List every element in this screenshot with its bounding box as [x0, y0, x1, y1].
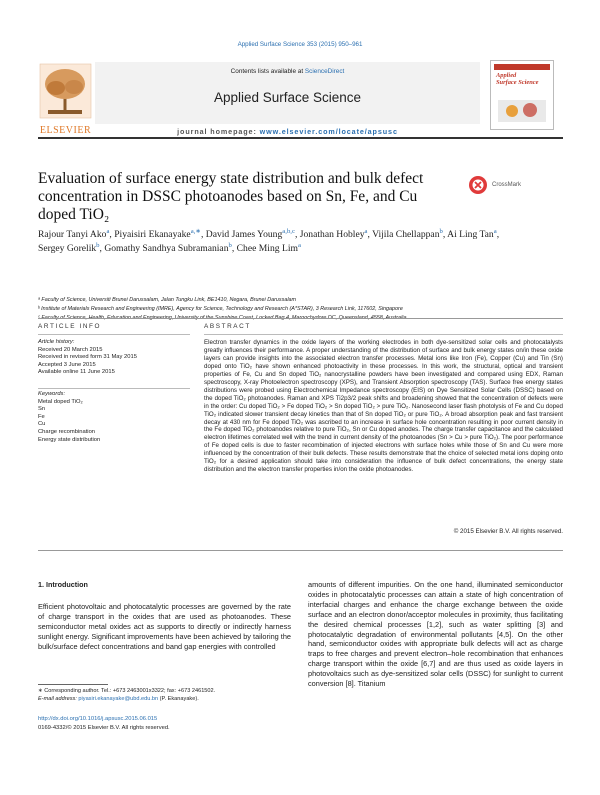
author-name: Piyaisiri Ekanayake	[114, 229, 191, 240]
author	[372, 229, 443, 240]
journal-cover-thumbnail[interactable]	[490, 60, 554, 130]
history-online: Available online 11 June 2015	[38, 369, 115, 376]
footnote-corresponding: ∗ Corresponding author. Tel.: +673 2463001x3322; fax: +673 2461502.	[38, 688, 216, 694]
abstract-text: Electron transfer dynamics in the oxide layers of the working electrodes in both dye-sensitized solar cells and photocatalysts greatly influences their performance. A proper understanding of the distribution of surface and bulk energy states on/in these oxide layers can provide insights into the associated electron transfer processes. Metal ions like Iron (Fe), Copper (Cu) and Tin (Sn) doped onto TiO₂ have shown enhanced photoactivity in these processes. In this work, the structural, optical and transient properties of Fe, Cu and Sn doped TiO₂ nanocrystalline powders have been investigated and compared using EDX, Raman spectroscopy, X-ray Photoelectron spectroscopy (XPS), and Transient Absorption spectroscopy (TAS). Surface free energy states distributions were probed using Electrochemical Impedance spectroscopy (EIS) on Dye Sensitized Solar Cells (DSSC) based on the doped TiO₂ photoanodes. Raman and XPS Ti2p3/2 peak shifts and broadening showed that the concentration of defects were in the order: Cu doped TiO₂ > Fe doped TiO₂ > Sn doped TiO₂ > pure TiO₂. Nanosecond laser flash photolysis of Fe and Cu doped TiO₂ indicated slower transient decay kinetics than that of Sn doped TiO₂ or pure TiO₂. A broad absorption peak and fast transient decay at 430 nm for Fe doped TiO₂ was ascribed to an increase in surface hole concentration resulting in poor current density in the Fe doped TiO₂ photoanodes relative to pure TiO₂, Sn or Cu doped anodes. The charge transfer capacitance and the calculated electron lifetimes correlated well with the trend in current density of the photoanodes (Sn > Cu > pure TiO₂). The poor performance of Fe doped cells is due to faster recombination of injected electrons with surface holes while those of Sn and Cu were more influenced by the concentration of their bulk defects. These results demonstrate that the choice of selected metal ions doping onto TiO₂ for a desired application should take into consideration the influence of bulk defect concentrations, the energy state distribution and the electron transfer properties in/on the oxide photoanodes.	[204, 339, 563, 474]
introduction-column-1: Efficient photovoltaic and photocatalytic processes are governed by the rate of charge transport in the oxides that are used as photoanodes. These semiconductor metal oxides act as supports to directly or indirectly harness sunlight energy. Significant improvements have been achieved by tailoring the bulk/surface defect concentrations and band gap energies with controlled	[38, 602, 291, 651]
author	[237, 243, 301, 254]
affiliation-a: ᵃ Faculty of Science, Universiti Brunei Darussalam, Jalan Tungku Link, BE1410, Negara, Brunei Darussalam	[38, 297, 297, 303]
keywords-rule	[38, 388, 190, 389]
keyword-item: Sn	[38, 406, 46, 413]
author-list: Rajour Tanyi Ako$^a$, Piyaisiri Ekanayake$^{a,∗}$, David James Young$^{a,b,c}$, Jonathan Hobley$^a$, Vijila Chellappan$^b$, Ai Ling Tan$^a$, Sergey Gorelik$^b$, Gomathy Sandhya Subramanian$^b$, Chee Ming Lim$^a$	[38, 227, 500, 254]
article-history	[38, 339, 193, 377]
elsevier-logo	[38, 62, 93, 136]
author	[114, 229, 201, 240]
journal-cover-icon	[490, 60, 554, 130]
footnote-rule	[38, 684, 108, 685]
author-affiliation-marker[interactable]: a	[493, 227, 497, 235]
author-name: Jonathan Hobley	[299, 229, 365, 240]
introduction-heading: 1. Introduction	[38, 580, 88, 589]
keyword-item: Metal doped TiO₂	[38, 398, 83, 405]
crossmark-label: CrossMark	[492, 182, 522, 188]
keyword-item: Cu	[38, 421, 46, 428]
history-received: Received 20 March 2015	[38, 346, 103, 353]
article-info-rule	[38, 334, 190, 335]
footnote-email-line	[38, 695, 291, 703]
keywords-heading: Keywords:	[38, 391, 66, 397]
corresponding-author-footnote	[38, 687, 291, 703]
header-rule	[38, 137, 563, 139]
abstract-rule	[204, 334, 563, 335]
keyword-item: Fe	[38, 413, 45, 420]
author-affiliation-marker[interactable]: b	[96, 241, 100, 249]
author	[206, 229, 295, 240]
abstract-bottom-rule	[38, 550, 563, 551]
keywords	[38, 391, 193, 444]
article-title: Evaluation of surface energy state distribution and bulk defect concentration in DSSC photoanodes based on Sn, Fe, and Cu doped TiO₂	[38, 170, 424, 223]
history-heading: Article history:	[38, 339, 75, 345]
cover-title-line1: Applied	[496, 72, 517, 79]
author	[38, 229, 109, 240]
author-affiliation-marker[interactable]: a	[106, 227, 110, 235]
homepage-prefix: journal homepage:	[177, 127, 260, 136]
affiliation-c: ᶜ Faculty of Science, Health, Education and Engineering, University of the Sunshine Coast, Locked Bag 4, Maroochydore DC, Queensland, 4558, Australia	[38, 315, 407, 321]
affiliation-rule	[38, 318, 563, 319]
author-name: Sergey Gorelik	[38, 243, 97, 254]
affiliation-b: ᵇ Institute of Materials Research and Engineering (IMRE), Agency for Science, Technology and Research (A*STAR), 3 Research Link, 117602, Singapore	[38, 306, 403, 312]
elsevier-wordmark: ELSEVIER	[39, 125, 92, 136]
abstract-heading: ABSTRACT	[204, 323, 251, 330]
keyword-item: Energy state distribution	[38, 436, 101, 443]
author-affiliation-marker[interactable]: b	[439, 227, 443, 235]
history-revised: Received in revised form 31 May 2015	[38, 354, 137, 361]
article-info-heading: ARTICLE INFO	[38, 323, 102, 330]
author-name: David James Young	[205, 229, 283, 240]
author	[38, 243, 100, 254]
doi-link[interactable]: http://dx.doi.org/10.1016/j.apsusc.2015.06.015	[38, 716, 158, 722]
footnote-email-suffix: (P. Ekanayake).	[158, 696, 199, 702]
author-affiliation-marker[interactable]: a	[297, 241, 301, 249]
crossmark-badge[interactable]	[468, 175, 558, 197]
contents-prefix: Contents lists available at	[230, 68, 305, 75]
author	[104, 243, 232, 254]
author-name: Chee Ming Lim	[236, 243, 298, 254]
journal-homepage-line	[95, 127, 480, 136]
author	[447, 229, 497, 240]
history-accepted: Accepted 3 June 2015	[38, 361, 96, 368]
footnote-email-link[interactable]: piyasiri.ekanayake@ubd.edu.bn	[78, 696, 159, 702]
author	[300, 229, 368, 240]
author-affiliation-marker[interactable]: a,b,c	[282, 227, 295, 235]
author-name: Gomathy Sandhya Subramanian	[104, 243, 229, 254]
author-name: Vijila Chellappan	[372, 229, 440, 240]
crossmark-icon	[468, 175, 488, 195]
issn-line: 0169-4332/© 2015 Elsevier B.V. All rights reserved.	[38, 725, 170, 731]
sciencedirect-link[interactable]: ScienceDirect	[304, 68, 345, 75]
elsevier-tree-icon	[38, 62, 93, 120]
cover-title-line2: Surface Science	[496, 78, 539, 86]
keyword-item: Charge recombination	[38, 428, 96, 435]
author-name: Ai Ling Tan	[447, 229, 494, 240]
introduction-column-2: amounts of different impurities. On the one hand, illuminated semiconductor oxides in photocatalytic processes can attain a state of high concentration of interfacial charges and enhance the charge exchange between the oxide surface and an electron donor/acceptor molecules in proximity, thus facilitating the desired chemical processes [1,2], such as water splitting [3] and photocatalytic degradation of environmental pollutants [4,5]. On the other hand, semiconductor oxides with appropriate bulk defects will act as charge traps to free charges and prevent electron–hole recombination that enhances charge transport within the oxide [6,7] and are thus used as oxide layers in photovoltaics such as dye-sensitized solar cells (DSSC) for sunlight to current conversion [8]. Titanium	[308, 580, 563, 689]
author-affiliation-marker[interactable]: a,∗	[190, 227, 201, 235]
footnote-email-label: E-mail address:	[38, 696, 79, 702]
copyright-notice: © 2015 Elsevier B.V. All rights reserved.	[453, 528, 563, 535]
author-affiliation-marker[interactable]: a	[364, 227, 368, 235]
homepage-link[interactable]: www.elsevier.com/locate/apsusc	[259, 127, 398, 136]
author-name: Rajour Tanyi Ako	[38, 229, 107, 240]
journal-reference[interactable]: Applied Surface Science 353 (2015) 950–961	[237, 41, 363, 48]
author-affiliation-marker[interactable]: b	[228, 241, 232, 249]
journal-name: Applied Surface Science	[213, 90, 362, 105]
contents-available-line	[95, 68, 480, 75]
